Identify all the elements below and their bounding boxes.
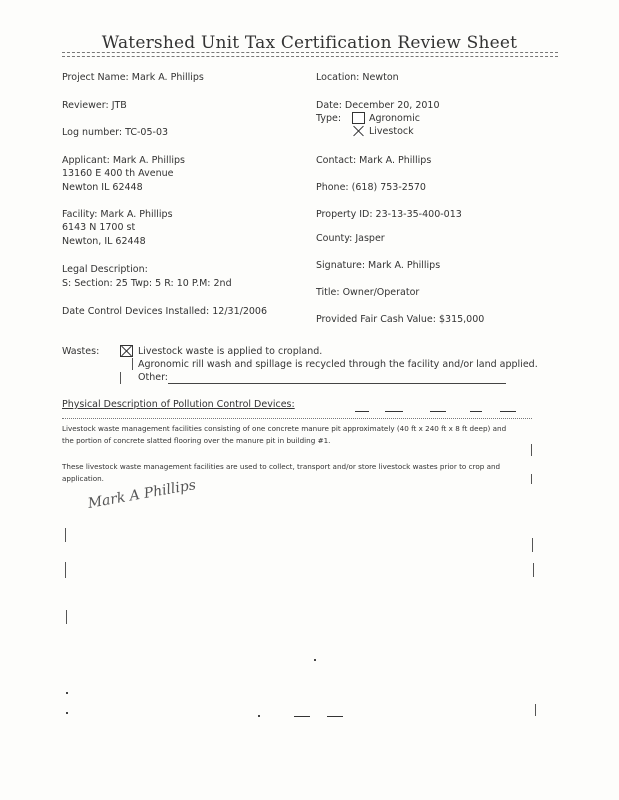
- type-label: Type:: [316, 113, 342, 124]
- wastes-other-label: Other:: [138, 372, 169, 383]
- location: Location: Newton: [316, 72, 399, 83]
- type-livestock-checkbox[interactable]: [352, 125, 365, 137]
- wastes-other-box-edge: [120, 372, 121, 384]
- applicant-line2: 13160 E 400 th Avenue: [62, 168, 174, 179]
- scan-mark: [533, 563, 534, 577]
- scan-mark: [327, 716, 343, 717]
- legal-description-label: Legal Description:: [62, 264, 148, 275]
- county: County: Jasper: [316, 233, 385, 244]
- facility-line3: Newton, IL 62448: [62, 236, 146, 247]
- description-para2-line1: These livestock waste management facilities are used to collect, transport and/or store livestock wastes prior to crop and: [62, 462, 501, 471]
- description-para1-line1: Livestock waste management facilities consisting of one concrete manure pit approximately (40 ft x 240 ft x 8 ft deep) and: [62, 424, 507, 433]
- physical-description-heading: Physical Description of Pollution Control Devices:: [62, 399, 295, 410]
- title-rule-2: [62, 56, 558, 57]
- scan-mark: [532, 538, 533, 552]
- scan-mark: [531, 474, 532, 484]
- heading-mark: [385, 411, 403, 412]
- scan-mark: [66, 610, 67, 624]
- title-rule-1: [62, 52, 558, 53]
- wastes-label: Wastes:: [62, 346, 100, 357]
- phone: Phone: (618) 753-2570: [316, 182, 426, 193]
- scan-dot: [314, 659, 316, 661]
- scan-mark: [294, 716, 310, 717]
- page-title: Watershed Unit Tax Certification Review Sheet: [101, 33, 518, 53]
- wastes-agronomic-box-edge: [132, 358, 133, 370]
- type-agronomic-label: Agronomic: [369, 113, 420, 124]
- scan-mark: [531, 444, 532, 456]
- wastes-livestock-label: Livestock waste is applied to cropland.: [138, 346, 323, 357]
- facility-line1: Facility: Mark A. Phillips: [62, 209, 173, 220]
- scan-mark: [65, 562, 66, 578]
- scan-mark: [65, 528, 66, 542]
- handwritten-signature: Mark A Phillips: [86, 477, 198, 512]
- scan-dot: [66, 692, 68, 694]
- scan-dot: [66, 712, 68, 714]
- type-agronomic-checkbox[interactable]: [352, 112, 365, 124]
- description-para1-line2: the portion of concrete slatted flooring over the manure pit in building #1.: [62, 436, 331, 445]
- heading-mark: [470, 411, 482, 412]
- contact: Contact: Mark A. Phillips: [316, 155, 432, 166]
- scan-dot: [258, 715, 260, 717]
- type-livestock-label: Livestock: [369, 126, 414, 137]
- applicant-line1: Applicant: Mark A. Phillips: [62, 155, 185, 166]
- date: Date: December 20, 2010: [316, 100, 440, 111]
- fair-cash-value: Provided Fair Cash Value: $315,000: [316, 314, 485, 325]
- heading-mark: [500, 411, 516, 412]
- heading-mark: [430, 411, 446, 412]
- facility-line2: 6143 N 1700 st: [62, 222, 136, 233]
- wastes-other-line[interactable]: [168, 383, 506, 384]
- scan-mark: [535, 704, 536, 716]
- legal-description-value: S: Section: 25 Twp: 5 R: 10 P.M: 2nd: [62, 278, 232, 289]
- date-installed: Date Control Devices Installed: 12/31/2006: [62, 306, 267, 317]
- property-id: Property ID: 23-13-35-400-013: [316, 209, 462, 220]
- wastes-livestock-checkbox[interactable]: [120, 345, 133, 357]
- wastes-agronomic-label: Agronomic rill wash and spillage is recycled through the facility and/or land applied.: [138, 359, 538, 370]
- description-para2-line2: application.: [62, 474, 104, 483]
- applicant-line3: Newton IL 62448: [62, 182, 143, 193]
- reviewer: Reviewer: JTB: [62, 100, 127, 111]
- log-number: Log number: TC-05-03: [62, 127, 169, 138]
- heading-mark: [355, 411, 369, 412]
- title-field: Title: Owner/Operator: [316, 287, 420, 298]
- project-name: Project Name: Mark A. Phillips: [62, 72, 204, 83]
- signature-field: Signature: Mark A. Phillips: [316, 260, 441, 271]
